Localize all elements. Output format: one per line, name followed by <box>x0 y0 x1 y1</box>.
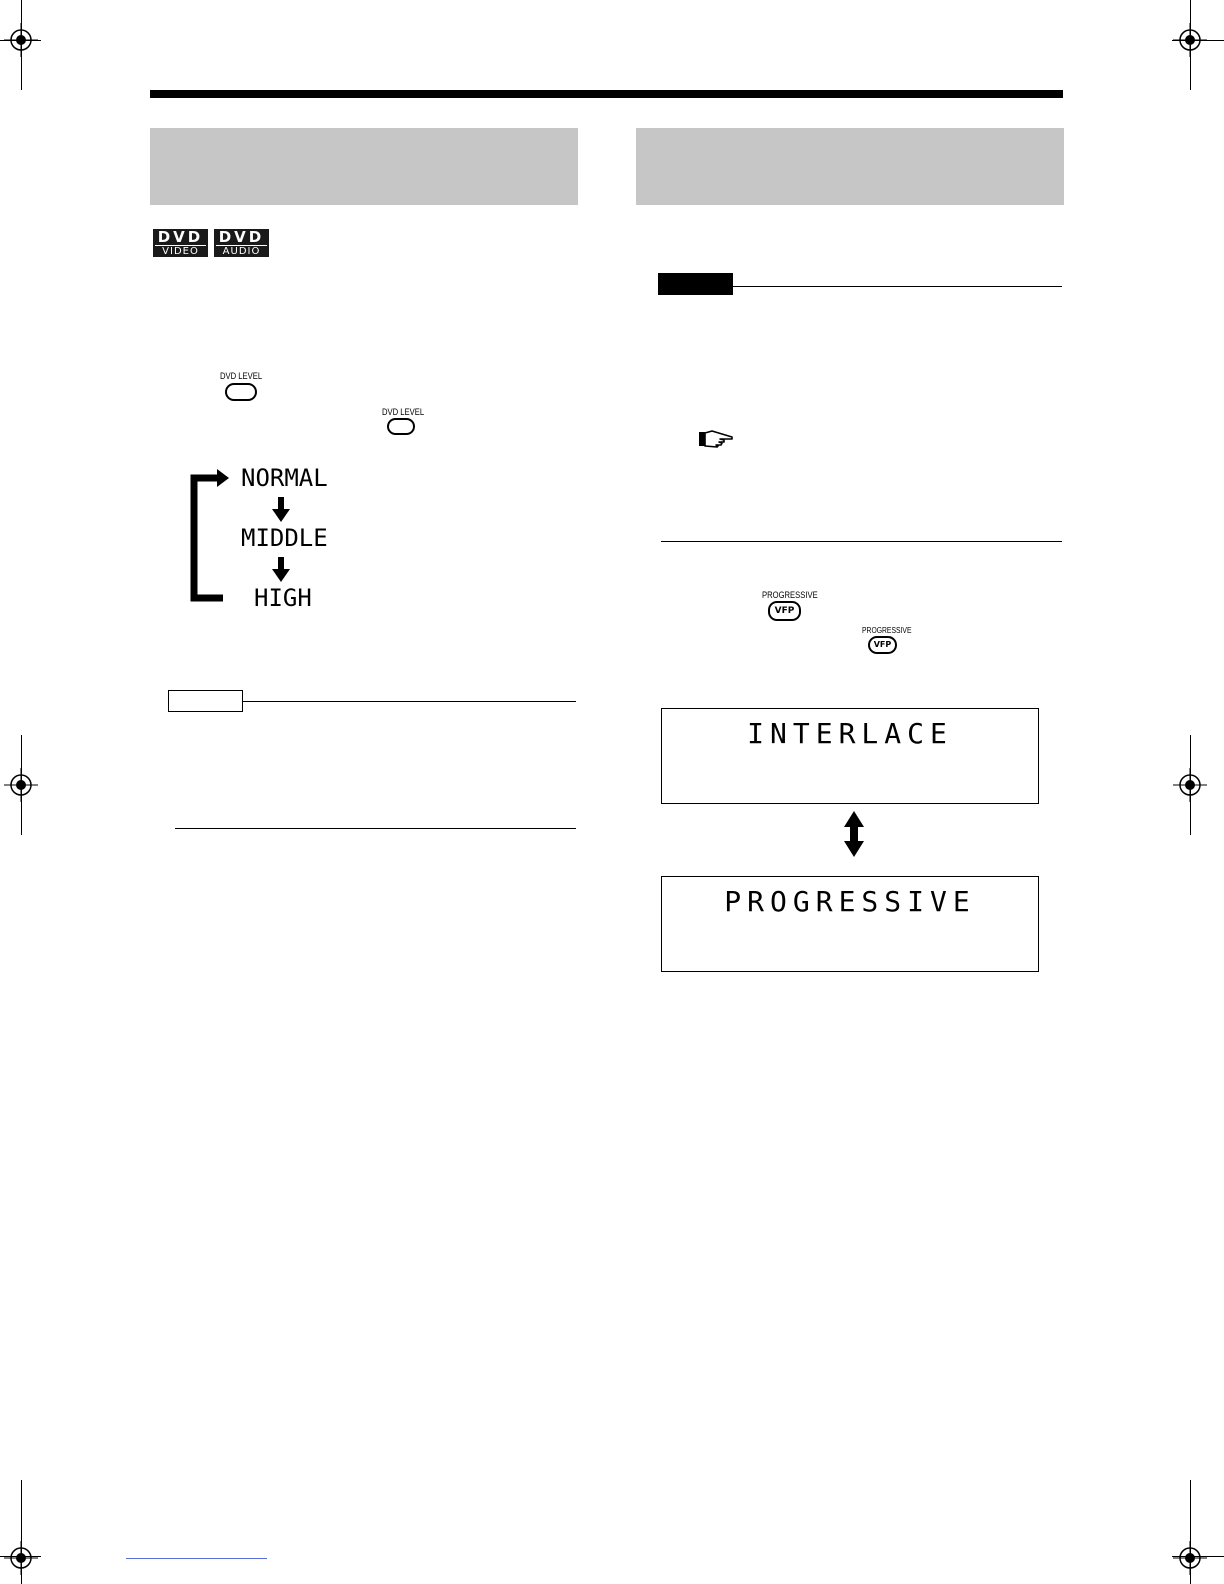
vfp-key-label: VFP <box>873 640 892 649</box>
note-tag <box>168 690 243 712</box>
double-arrow-icon <box>842 810 866 858</box>
registration-mark-icon <box>4 768 38 802</box>
caution-end-rule <box>661 541 1062 542</box>
vfp-button-icon <box>768 601 801 621</box>
badge-bottom: AUDIO <box>216 245 267 257</box>
registration-mark-icon <box>4 23 38 57</box>
badge-top: DVD <box>218 228 265 246</box>
registration-mark-icon <box>4 1541 38 1575</box>
caution-tag <box>658 273 733 295</box>
badge-top: DVD <box>157 228 204 246</box>
note-end-rule <box>175 828 576 829</box>
registration-mark-icon <box>1173 768 1207 802</box>
display-mode-text: PROGRESSIVE <box>724 885 976 918</box>
dvd-video-badge <box>153 229 208 257</box>
footer-link-line <box>126 1558 267 1559</box>
badge-bottom: VIDEO <box>155 245 206 257</box>
note-rule <box>243 701 576 702</box>
progressive-display <box>661 876 1039 972</box>
display-mode-text: INTERLACE <box>747 717 953 750</box>
level-high: HIGH <box>254 584 312 612</box>
dvd-level-label: DVD LEVEL <box>220 371 263 381</box>
pointing-hand-icon <box>698 429 734 449</box>
dvd-audio-badge <box>214 229 269 257</box>
level-middle: MIDDLE <box>241 524 328 552</box>
arrow-down-icon <box>271 497 291 523</box>
vfp-key-label: VFP <box>774 606 795 616</box>
vfp-button-icon <box>868 636 897 654</box>
caution-rule <box>733 286 1062 287</box>
dvd-level-button-icon <box>387 418 415 435</box>
right-section-heading <box>636 128 1064 205</box>
arrow-down-icon <box>271 557 291 583</box>
header-rule <box>150 90 1063 98</box>
progressive-label: PROGRESSIVE <box>762 590 818 600</box>
dvd-level-button-icon <box>225 383 257 401</box>
level-cycle-bracket <box>186 468 231 608</box>
left-section-heading <box>150 128 578 205</box>
progressive-label: PROGRESSIVE <box>862 626 912 635</box>
registration-mark-icon <box>1173 1541 1207 1575</box>
registration-mark-icon <box>1173 23 1207 57</box>
interlace-display <box>661 708 1039 804</box>
dvd-level-label: DVD LEVEL <box>382 407 425 417</box>
level-normal: NORMAL <box>241 464 328 492</box>
